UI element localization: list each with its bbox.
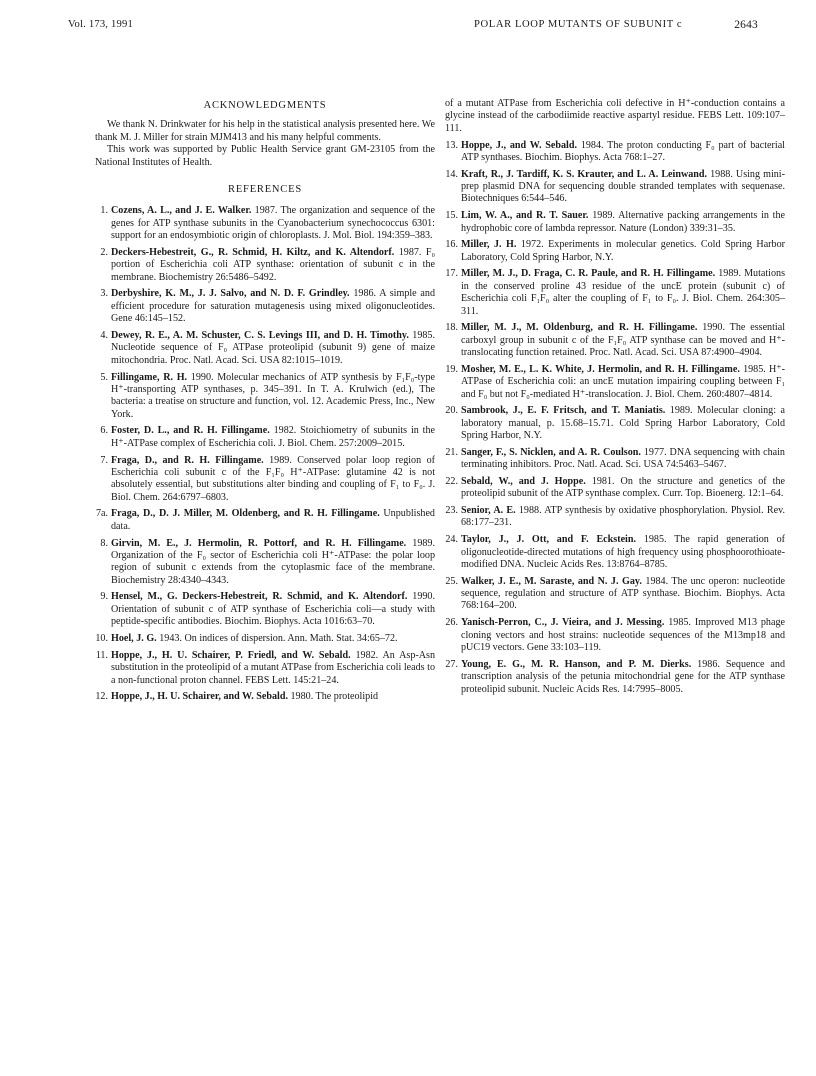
reference-number: 27.	[445, 658, 458, 670]
reference-text: 1987. F₀ portion of Escherichia coli ATP synthase: orientation of subunit c in the membrane. Biochemistry 26:5486–5492.	[111, 246, 435, 283]
reference-text: 1982. An Asp-Asn substitution in the proteolipid of a mutant ATPase from Escherichia coli leads to a non-functional proton channel. FEBS Lett. 145:21–24.	[111, 649, 435, 686]
reference-text: 1989. Alternative packing arrangements in the hydrophobic core of lambda repressor. Nature (London) 339:31–35.	[461, 210, 785, 234]
reference-item	[445, 617, 785, 654]
reference-authors: Hoppe, J., and W. Sebald.	[461, 139, 577, 151]
running-title: POLAR LOOP MUTANTS OF SUBUNIT c	[474, 19, 683, 30]
reference-continuation: of a mutant ATPase from Escherichia coli defective in H⁺-conduction contains a glycine instead of the carbodiimide reactive aspartyl residue. FEBS Lett. 109:107–111.	[445, 98, 785, 134]
reference-text: 1989. Mutations in the conserved proline 43 residue of the uncE protein (subunit c) of Escherichia coli F₁F₀ alter the coupling of F₁ to F₀. J. Biol. Chem. 264:305–311.	[461, 268, 786, 317]
reference-number: 18.	[445, 322, 458, 334]
reference-number: 17.	[445, 268, 458, 280]
reference-number: 24.	[445, 534, 458, 546]
reference-item	[445, 210, 785, 235]
reference-number: 3.	[100, 288, 108, 300]
reference-authors: Miller, J. H.	[461, 239, 517, 251]
journal-volume: Vol. 173, 1991	[68, 19, 133, 30]
reference-text: 1988. ATP synthesis by oxidative phosphorylation. Physiol. Rev. 68:177–231.	[461, 505, 785, 529]
reference-text: 1990. Molecular mechanics of ATP synthesis by F₁F₀-type H⁺-transporting ATP synthases, p. 345–391. In T. A. Krulwich (ed.), The bacteria: a treatise on structure and function, vol. 12. Academic Press, Inc., New York.	[111, 371, 436, 420]
reference-text: 1980. The proteolipid	[290, 691, 379, 703]
reference-authors: Hensel, M., G. Deckers-Hebestreit, R. Schmid, and K. Altendorf.	[111, 591, 408, 603]
reference-item	[445, 659, 785, 696]
reference-number: 14.	[445, 168, 458, 180]
references-title: REFERENCES	[228, 184, 302, 196]
reference-item	[445, 447, 785, 472]
reference-item	[95, 372, 435, 422]
reference-text: 1977. DNA sequencing with chain terminating inhibitors. Proc. Natl. Acad. Sci. USA 74:5463–5467.	[461, 446, 785, 471]
reference-text: 1988. Using mini-prep plasmid DNA for sequencing double stranded templates with sequenase. Biotechniques 6:544–546.	[461, 168, 785, 205]
reference-text: 1990. Orientation of subunit c of ATP synthase of Escherichia coli—a study with peptide-specific antibodies. Biochim. Biophys. Acta 1016:63–70.	[111, 591, 435, 628]
reference-number: 22.	[445, 475, 458, 487]
reference-item	[95, 455, 435, 505]
reference-item	[445, 268, 785, 318]
reference-authors: Miller, M. J., M. Oldenburg, and R. H. Fillingame.	[461, 322, 698, 334]
reference-number: 7.	[100, 454, 108, 466]
reference-number: 5.	[100, 371, 108, 383]
reference-item	[95, 538, 435, 588]
reference-item	[445, 239, 785, 264]
reference-authors: Walker, J. E., M. Saraste, and N. J. Gay.	[461, 575, 642, 587]
acknowledgments-section	[95, 100, 435, 169]
reference-authors: Sambrook, J., E. F. Fritsch, and T. Maniatis.	[461, 405, 666, 417]
reference-number: 13.	[445, 139, 458, 151]
reference-text: 1986. A simple and efficient procedure for saturation mutagenesis using mixed oligonucleotides. Gene 46:145–152.	[111, 288, 435, 325]
reference-text: 1943. On indices of dispersion. Ann. Math. Stat. 34:65–72.	[159, 633, 398, 644]
reference-text: 1985. Improved M13 phage cloning vectors and host strains: nucleotide sequences of the M13mp18 and pUC19 vectors. Gene 33:103–119.	[461, 617, 785, 653]
reference-item	[95, 288, 435, 325]
reference-item	[95, 247, 435, 284]
reference-authors: Fraga, D., and R. H. Fillingame.	[111, 454, 264, 466]
reference-text: 1990. The essential carboxyl group in subunit c of the F₁F₀ ATP synthase can be moved and H⁺-translocating function retained. Proc. Natl. Acad. Sci. USA 87:4900–4904.	[461, 322, 785, 359]
reference-number: 26.	[445, 617, 458, 629]
reference-authors: Kraft, R., J. Tardiff, K. S. Krauter, and L. A. Leinwand.	[461, 168, 708, 180]
reference-number: 15.	[445, 210, 458, 222]
reference-text: 1986. Sequence and transcription analysis of the petunia mitochondrial gene for the ATP synthase proteolipid subunit. Nucleic Acids Res. 14:7995–8005.	[461, 658, 785, 695]
reference-authors: Young, E. G., M. R. Hanson, and P. M. Dierks.	[461, 658, 692, 670]
right-column	[445, 98, 785, 700]
reference-number: 9.	[100, 591, 108, 603]
reference-list-left	[95, 205, 435, 703]
acknowledgments-title: ACKNOWLEDGMENTS	[203, 100, 327, 111]
reference-number: 7a.	[95, 508, 108, 520]
reference-text: 1987. The organization and sequence of the genes for ATP synthase subunits in the Cyanobacterium synechococcus 6301: support for an endosymbiotic origin of chloroplasts. J. Mol. Biol. 194:359–383.	[111, 205, 435, 242]
reference-text: 1984. The proton conducting F₀ part of bacterial ATP synthases. Biochim. Biophys. Acta 768:1–27.	[461, 139, 785, 163]
reference-item	[95, 591, 435, 628]
reference-text: 1989. Molecular cloning: a laboratory manual, p. 15.68–15.71. Cold Spring Harbor Laboratory, Cold Spring Harbor, N.Y.	[461, 405, 785, 442]
reference-authors: Yanisch-Perron, C., J. Vieira, and J. Messing.	[461, 617, 665, 629]
reference-item	[95, 650, 435, 687]
reference-authors: Taylor, J., J. Ott, and F. Eckstein.	[461, 534, 636, 546]
reference-number: 1.	[100, 205, 108, 217]
reference-text: 1984. The unc operon: nucleotide sequence, regulation and structure of ATP synthase. Biochim. Biophys. Acta 768:164–200.	[461, 575, 785, 612]
reference-item	[95, 425, 435, 450]
reference-authors: Deckers-Hebestreit, G., R. Schmid, H. Kiltz, and K. Altendorf.	[111, 246, 395, 258]
reference-number: 21.	[445, 446, 458, 458]
reference-number: 4.	[100, 329, 108, 341]
reference-authors: Sanger, F., S. Nicklen, and A. R. Coulson.	[461, 446, 641, 458]
reference-text: 1972. Experiments in molecular genetics. Cold Spring Harbor Laboratory, Cold Spring Harbor, N.Y.	[461, 239, 785, 263]
left-column	[95, 100, 435, 708]
reference-authors: Girvin, M. E., J. Hermolin, R. Pottorf, and R. H. Fillingame.	[111, 537, 407, 549]
reference-number: 16.	[445, 239, 458, 251]
reference-number: 23.	[445, 505, 458, 517]
reference-authors: Fraga, D., D. J. Miller, M. Oldenberg, and R. H. Fillingame.	[111, 508, 380, 520]
reference-number: 12.	[95, 691, 108, 703]
reference-list-right	[445, 140, 785, 696]
reference-authors: Hoppe, J., H. U. Schairer, and W. Sebald.	[111, 691, 288, 703]
reference-text: 1982. Stoichiometry of subunits in the H⁺-ATPase complex of Escherichia coli. J. Biol. Chem. 257:2009–2015.	[111, 425, 435, 449]
reference-item	[445, 364, 785, 401]
reference-number: 25.	[445, 575, 458, 587]
reference-item	[95, 330, 435, 367]
reference-number: 19.	[445, 363, 458, 375]
reference-text: 1985. Nucleotide sequence of F₀ ATPase proteolipid (subunit 9) gene of maize mitochondria. Proc. Natl. Acad. Sci. USA 82:1015–1019.	[111, 329, 435, 366]
reference-number: 10.	[95, 633, 108, 644]
reference-item	[445, 576, 785, 613]
reference-item	[445, 140, 785, 165]
reference-item	[445, 405, 785, 442]
reference-number: 6.	[100, 425, 108, 437]
reference-number: 11.	[95, 649, 108, 661]
reference-text: 1989. Conserved polar loop region of Escherichia coli subunit c of the F₁F₀ H⁺-ATPase: glutamine 42 is not absolutely essential, but substitutions alter binding and coupling of F₁ to F₀. J. Biol. Chem. 264:6797–6803.	[111, 454, 435, 503]
reference-item	[445, 505, 785, 530]
reference-authors: Senior, A. E.	[461, 505, 516, 517]
reference-item	[445, 169, 785, 206]
reference-number: 2.	[100, 246, 108, 258]
reference-item	[445, 322, 785, 359]
reference-text: 1981. On the structure and genetics of the proteolipid subunit of the ATP synthase complex. Curr. Top. Bioenerg. 12:1–64.	[461, 475, 786, 500]
reference-number: 20.	[445, 405, 458, 417]
reference-authors: Dewey, R. E., A. M. Schuster, C. S. Levings III, and D. H. Timothy.	[111, 329, 409, 341]
reference-authors: Lim, W. A., and R. T. Sauer.	[461, 210, 589, 222]
reference-item	[95, 508, 435, 533]
reference-authors: Hoel, J. G.	[111, 633, 157, 644]
reference-item	[445, 476, 785, 501]
reference-authors: Mosher, M. E., L. K. White, J. Hermolin, and R. H. Fillingame.	[461, 363, 740, 375]
reference-number: 8.	[100, 537, 108, 549]
page-header	[68, 19, 758, 35]
acknowledgments-paragraph: We thank N. Drinkwater for his help in the statistical analysis presented here. We thank M. J. Miller for strain MJM413 and his many helpful comments.	[95, 119, 435, 143]
reference-authors: Foster, D. L., and R. H. Fillingame.	[111, 425, 270, 437]
acknowledgments-paragraph: This work was supported by Public Health Service grant GM-23105 from the National Institutes of Health.	[95, 144, 435, 168]
reference-authors: Hoppe, J., H. U. Schairer, P. Friedl, and W. Sebald.	[111, 649, 351, 661]
reference-text: 1985. H⁺-ATPase of Escherichia coli: an uncE mutation impairing coupling between F₁ and F₀ but not F₀-mediated H⁺-translocation. J. Biol. Chem. 260:4807–4814.	[461, 363, 785, 400]
reference-authors: Fillingame, R. H.	[111, 371, 188, 383]
reference-text: Unpublished data.	[111, 508, 435, 532]
reference-item	[95, 633, 435, 645]
page-number: 2643	[734, 19, 758, 31]
reference-text: 1985. The rapid generation of oligonucleotide-directed mutations of high frequency using phosphoorothioate-modified DNA. Nucleic Acids Res. 13:8764–8785.	[461, 534, 785, 570]
reference-authors: Derbyshire, K. M., J. J. Salvo, and N. D. F. Grindley.	[111, 288, 350, 300]
reference-text: 1989. Organization of the F₀ sector of Escherichia coli H⁺-ATPase: the polar loop region of subunit c extends from the cytoplasmic face of the membrane. Biochemistry 28:4340–4343.	[111, 537, 435, 586]
reference-authors: Cozens, A. L., and J. E. Walker.	[111, 205, 252, 217]
reference-item	[445, 534, 785, 571]
reference-authors: Sebald, W., and J. Hoppe.	[461, 475, 586, 487]
reference-item	[95, 205, 435, 242]
reference-item	[95, 691, 435, 703]
reference-authors: Miller, M. J., D. Fraga, C. R. Paule, and R. H. Fillingame.	[461, 268, 716, 280]
